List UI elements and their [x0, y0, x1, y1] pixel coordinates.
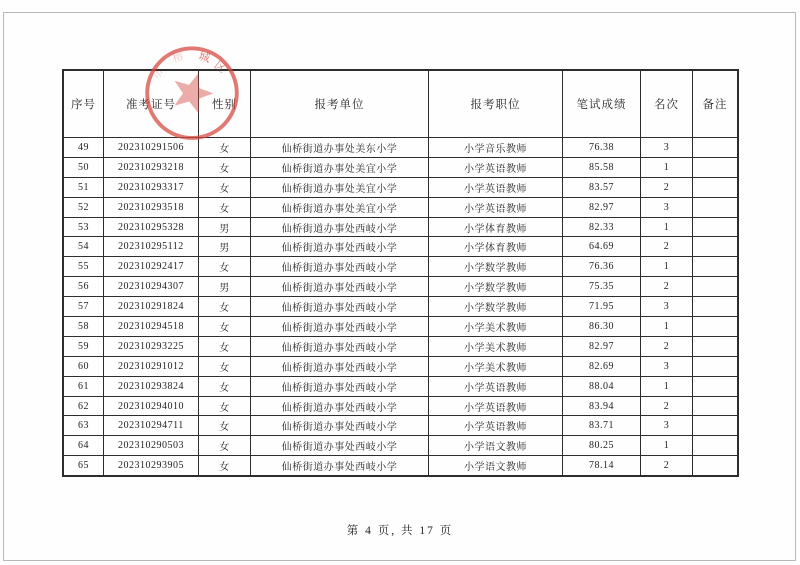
cell-rank: 2: [641, 456, 693, 476]
cell-score: 86.30: [563, 317, 641, 337]
cell-rank: 2: [641, 177, 693, 197]
cell-note: [693, 157, 738, 177]
cell-gender: 女: [199, 436, 251, 456]
cell-position: 小学美术教师: [429, 317, 563, 337]
cell-note: [693, 396, 738, 416]
cell-rank: 1: [641, 217, 693, 237]
cell-gender: 女: [199, 456, 251, 476]
cell-unit: 仙桥街道办事处西岐小学: [251, 336, 429, 356]
table-row: [64, 277, 738, 297]
column-header-unit: 报考单位: [251, 71, 429, 138]
cell-rank: 2: [641, 396, 693, 416]
cell-score: 76.38: [563, 138, 641, 158]
cell-score: 64.69: [563, 237, 641, 257]
cell-exam_id: 202310291012: [104, 356, 199, 376]
table-row: [64, 376, 738, 396]
seal-arc-text: 城: [197, 50, 212, 66]
cell-exam_id: 202310294307: [104, 277, 199, 297]
column-header-rank: 名次: [641, 71, 693, 138]
cell-no: 60: [64, 356, 104, 376]
cell-position: 小学美术教师: [429, 336, 563, 356]
cell-position: 小学英语教师: [429, 396, 563, 416]
cell-exam_id: 202310293225: [104, 336, 199, 356]
cell-note: [693, 237, 738, 257]
cell-note: [693, 277, 738, 297]
cell-unit: 仙桥街道办事处美宜小学: [251, 177, 429, 197]
cell-no: 57: [64, 297, 104, 317]
cell-unit: 仙桥街道办事处美宜小学: [251, 197, 429, 217]
cell-score: 82.97: [563, 336, 641, 356]
cell-no: 59: [64, 336, 104, 356]
cell-position: 小学英语教师: [429, 376, 563, 396]
table-row: [64, 197, 738, 217]
cell-exam_id: 202310290503: [104, 436, 199, 456]
cell-no: 65: [64, 456, 104, 476]
cell-position: 小学体育教师: [429, 237, 563, 257]
cell-note: [693, 376, 738, 396]
cell-position: 小学音乐教师: [429, 138, 563, 158]
cell-unit: 仙桥街道办事处西岐小学: [251, 217, 429, 237]
cell-rank: 3: [641, 416, 693, 436]
cell-gender: 男: [199, 217, 251, 237]
seal-arc-text-2: 区: [211, 59, 228, 76]
table-row: [64, 356, 738, 376]
cell-score: 75.35: [563, 277, 641, 297]
seal-arc-text-faint-2: 市: [151, 66, 167, 82]
cell-note: [693, 138, 738, 158]
cell-unit: 仙桥街道办事处西岐小学: [251, 237, 429, 257]
cell-exam_id: 202310294518: [104, 317, 199, 337]
table-body: [64, 138, 738, 476]
cell-unit: 仙桥街道办事处西岐小学: [251, 277, 429, 297]
cell-exam_id: 202310293518: [104, 197, 199, 217]
cell-position: 小学英语教师: [429, 157, 563, 177]
cell-unit: 仙桥街道办事处西岐小学: [251, 456, 429, 476]
cell-score: 88.04: [563, 376, 641, 396]
page-number-footer: 第 4 页, 共 17 页: [346, 525, 454, 537]
cell-note: [693, 197, 738, 217]
table-row: [64, 317, 738, 337]
table-row: [64, 257, 738, 277]
cell-note: [693, 436, 738, 456]
cell-position: 小学数学教师: [429, 297, 563, 317]
cell-note: [693, 297, 738, 317]
cell-note: [693, 356, 738, 376]
cell-note: [693, 317, 738, 337]
cell-gender: 女: [199, 317, 251, 337]
column-header-gender: 性别: [199, 71, 251, 138]
table-row: [64, 138, 738, 158]
cell-unit: 仙桥街道办事处西岐小学: [251, 317, 429, 337]
cell-score: 82.33: [563, 217, 641, 237]
cell-gender: 女: [199, 297, 251, 317]
cell-no: 58: [64, 317, 104, 337]
cell-score: 80.25: [563, 436, 641, 456]
cell-score: 82.97: [563, 197, 641, 217]
cell-rank: 3: [641, 356, 693, 376]
cell-note: [693, 456, 738, 476]
cell-rank: 2: [641, 237, 693, 257]
table-row: [64, 177, 738, 197]
cell-no: 53: [64, 217, 104, 237]
cell-gender: 女: [199, 416, 251, 436]
table-row: [64, 217, 738, 237]
cell-rank: 3: [641, 197, 693, 217]
cell-score: 76.36: [563, 257, 641, 277]
column-header-note: 备注: [693, 71, 738, 138]
cell-rank: 3: [641, 297, 693, 317]
cell-position: 小学数学教师: [429, 277, 563, 297]
cell-rank: 3: [641, 138, 693, 158]
cell-gender: 女: [199, 396, 251, 416]
cell-exam_id: 202310294010: [104, 396, 199, 416]
cell-exam_id: 202310295112: [104, 237, 199, 257]
table-row: [64, 396, 738, 416]
cell-unit: 仙桥街道办事处西岐小学: [251, 297, 429, 317]
cell-gender: 女: [199, 356, 251, 376]
cell-exam_id: 202310291824: [104, 297, 199, 317]
cell-position: 小学英语教师: [429, 197, 563, 217]
cell-score: 78.14: [563, 456, 641, 476]
table-row: [64, 456, 738, 476]
cell-score: 82.69: [563, 356, 641, 376]
cell-note: [693, 336, 738, 356]
cell-exam_id: 202310295328: [104, 217, 199, 237]
cell-note: [693, 217, 738, 237]
table-row: [64, 336, 738, 356]
cell-no: 51: [64, 177, 104, 197]
cell-unit: 仙桥街道办事处西岐小学: [251, 376, 429, 396]
cell-exam_id: 202310292417: [104, 257, 199, 277]
cell-gender: 女: [199, 376, 251, 396]
cell-no: 50: [64, 157, 104, 177]
table-row: [64, 237, 738, 257]
cell-position: 小学美术教师: [429, 356, 563, 376]
cell-no: 56: [64, 277, 104, 297]
cell-no: 49: [64, 138, 104, 158]
cell-rank: 2: [641, 336, 693, 356]
cell-no: 63: [64, 416, 104, 436]
cell-position: 小学体育教师: [429, 217, 563, 237]
cell-unit: 仙桥街道办事处美宜小学: [251, 157, 429, 177]
cell-unit: 仙桥街道办事处西岐小学: [251, 436, 429, 456]
cell-gender: 女: [199, 197, 251, 217]
cell-gender: 女: [199, 177, 251, 197]
cell-exam_id: 202310291506: [104, 138, 199, 158]
cell-position: 小学数学教师: [429, 257, 563, 277]
cell-no: 64: [64, 436, 104, 456]
table-header-row: [64, 71, 738, 138]
cell-gender: 女: [199, 336, 251, 356]
cell-gender: 男: [199, 277, 251, 297]
cell-score: 83.94: [563, 396, 641, 416]
seal-arc-text-faint: 榕: [171, 51, 185, 66]
cell-no: 52: [64, 197, 104, 217]
cell-no: 55: [64, 257, 104, 277]
cell-score: 83.57: [563, 177, 641, 197]
cell-rank: 1: [641, 317, 693, 337]
cell-gender: 男: [199, 237, 251, 257]
table-row: [64, 297, 738, 317]
cell-no: 61: [64, 376, 104, 396]
cell-unit: 仙桥街道办事处西岐小学: [251, 356, 429, 376]
column-header-no: 序号: [64, 71, 104, 138]
cell-rank: 1: [641, 376, 693, 396]
cell-note: [693, 177, 738, 197]
cell-unit: 仙桥街道办事处西岐小学: [251, 396, 429, 416]
column-header-score: 笔试成绩: [563, 71, 641, 138]
cell-unit: 仙桥街道办事处西岐小学: [251, 416, 429, 436]
cell-position: 小学语文教师: [429, 456, 563, 476]
cell-rank: 1: [641, 157, 693, 177]
cell-no: 62: [64, 396, 104, 416]
cell-exam_id: 202310293824: [104, 376, 199, 396]
cell-gender: 女: [199, 257, 251, 277]
cell-unit: 仙桥街道办事处西岐小学: [251, 257, 429, 277]
cell-position: 小学语文教师: [429, 436, 563, 456]
cell-no: 54: [64, 237, 104, 257]
cell-rank: 2: [641, 277, 693, 297]
cell-note: [693, 257, 738, 277]
cell-exam_id: 202310293905: [104, 456, 199, 476]
cell-exam_id: 202310293317: [104, 177, 199, 197]
cell-score: 83.71: [563, 416, 641, 436]
cell-gender: 女: [199, 138, 251, 158]
cell-unit: 仙桥街道办事处美东小学: [251, 138, 429, 158]
cell-score: 71.95: [563, 297, 641, 317]
cell-exam_id: 202310293218: [104, 157, 199, 177]
cell-rank: 1: [641, 436, 693, 456]
cell-rank: 1: [641, 257, 693, 277]
table-row: [64, 157, 738, 177]
cell-gender: 女: [199, 157, 251, 177]
cell-note: [693, 416, 738, 436]
cell-exam_id: 202310294711: [104, 416, 199, 436]
column-header-position: 报考职位: [429, 71, 563, 138]
table-row: [64, 416, 738, 436]
exam-results-table: [63, 70, 738, 476]
cell-score: 85.58: [563, 157, 641, 177]
table-row: [64, 436, 738, 456]
column-header-exam_id: 准考证号: [104, 71, 199, 138]
cell-position: 小学英语教师: [429, 416, 563, 436]
cell-position: 小学英语教师: [429, 177, 563, 197]
